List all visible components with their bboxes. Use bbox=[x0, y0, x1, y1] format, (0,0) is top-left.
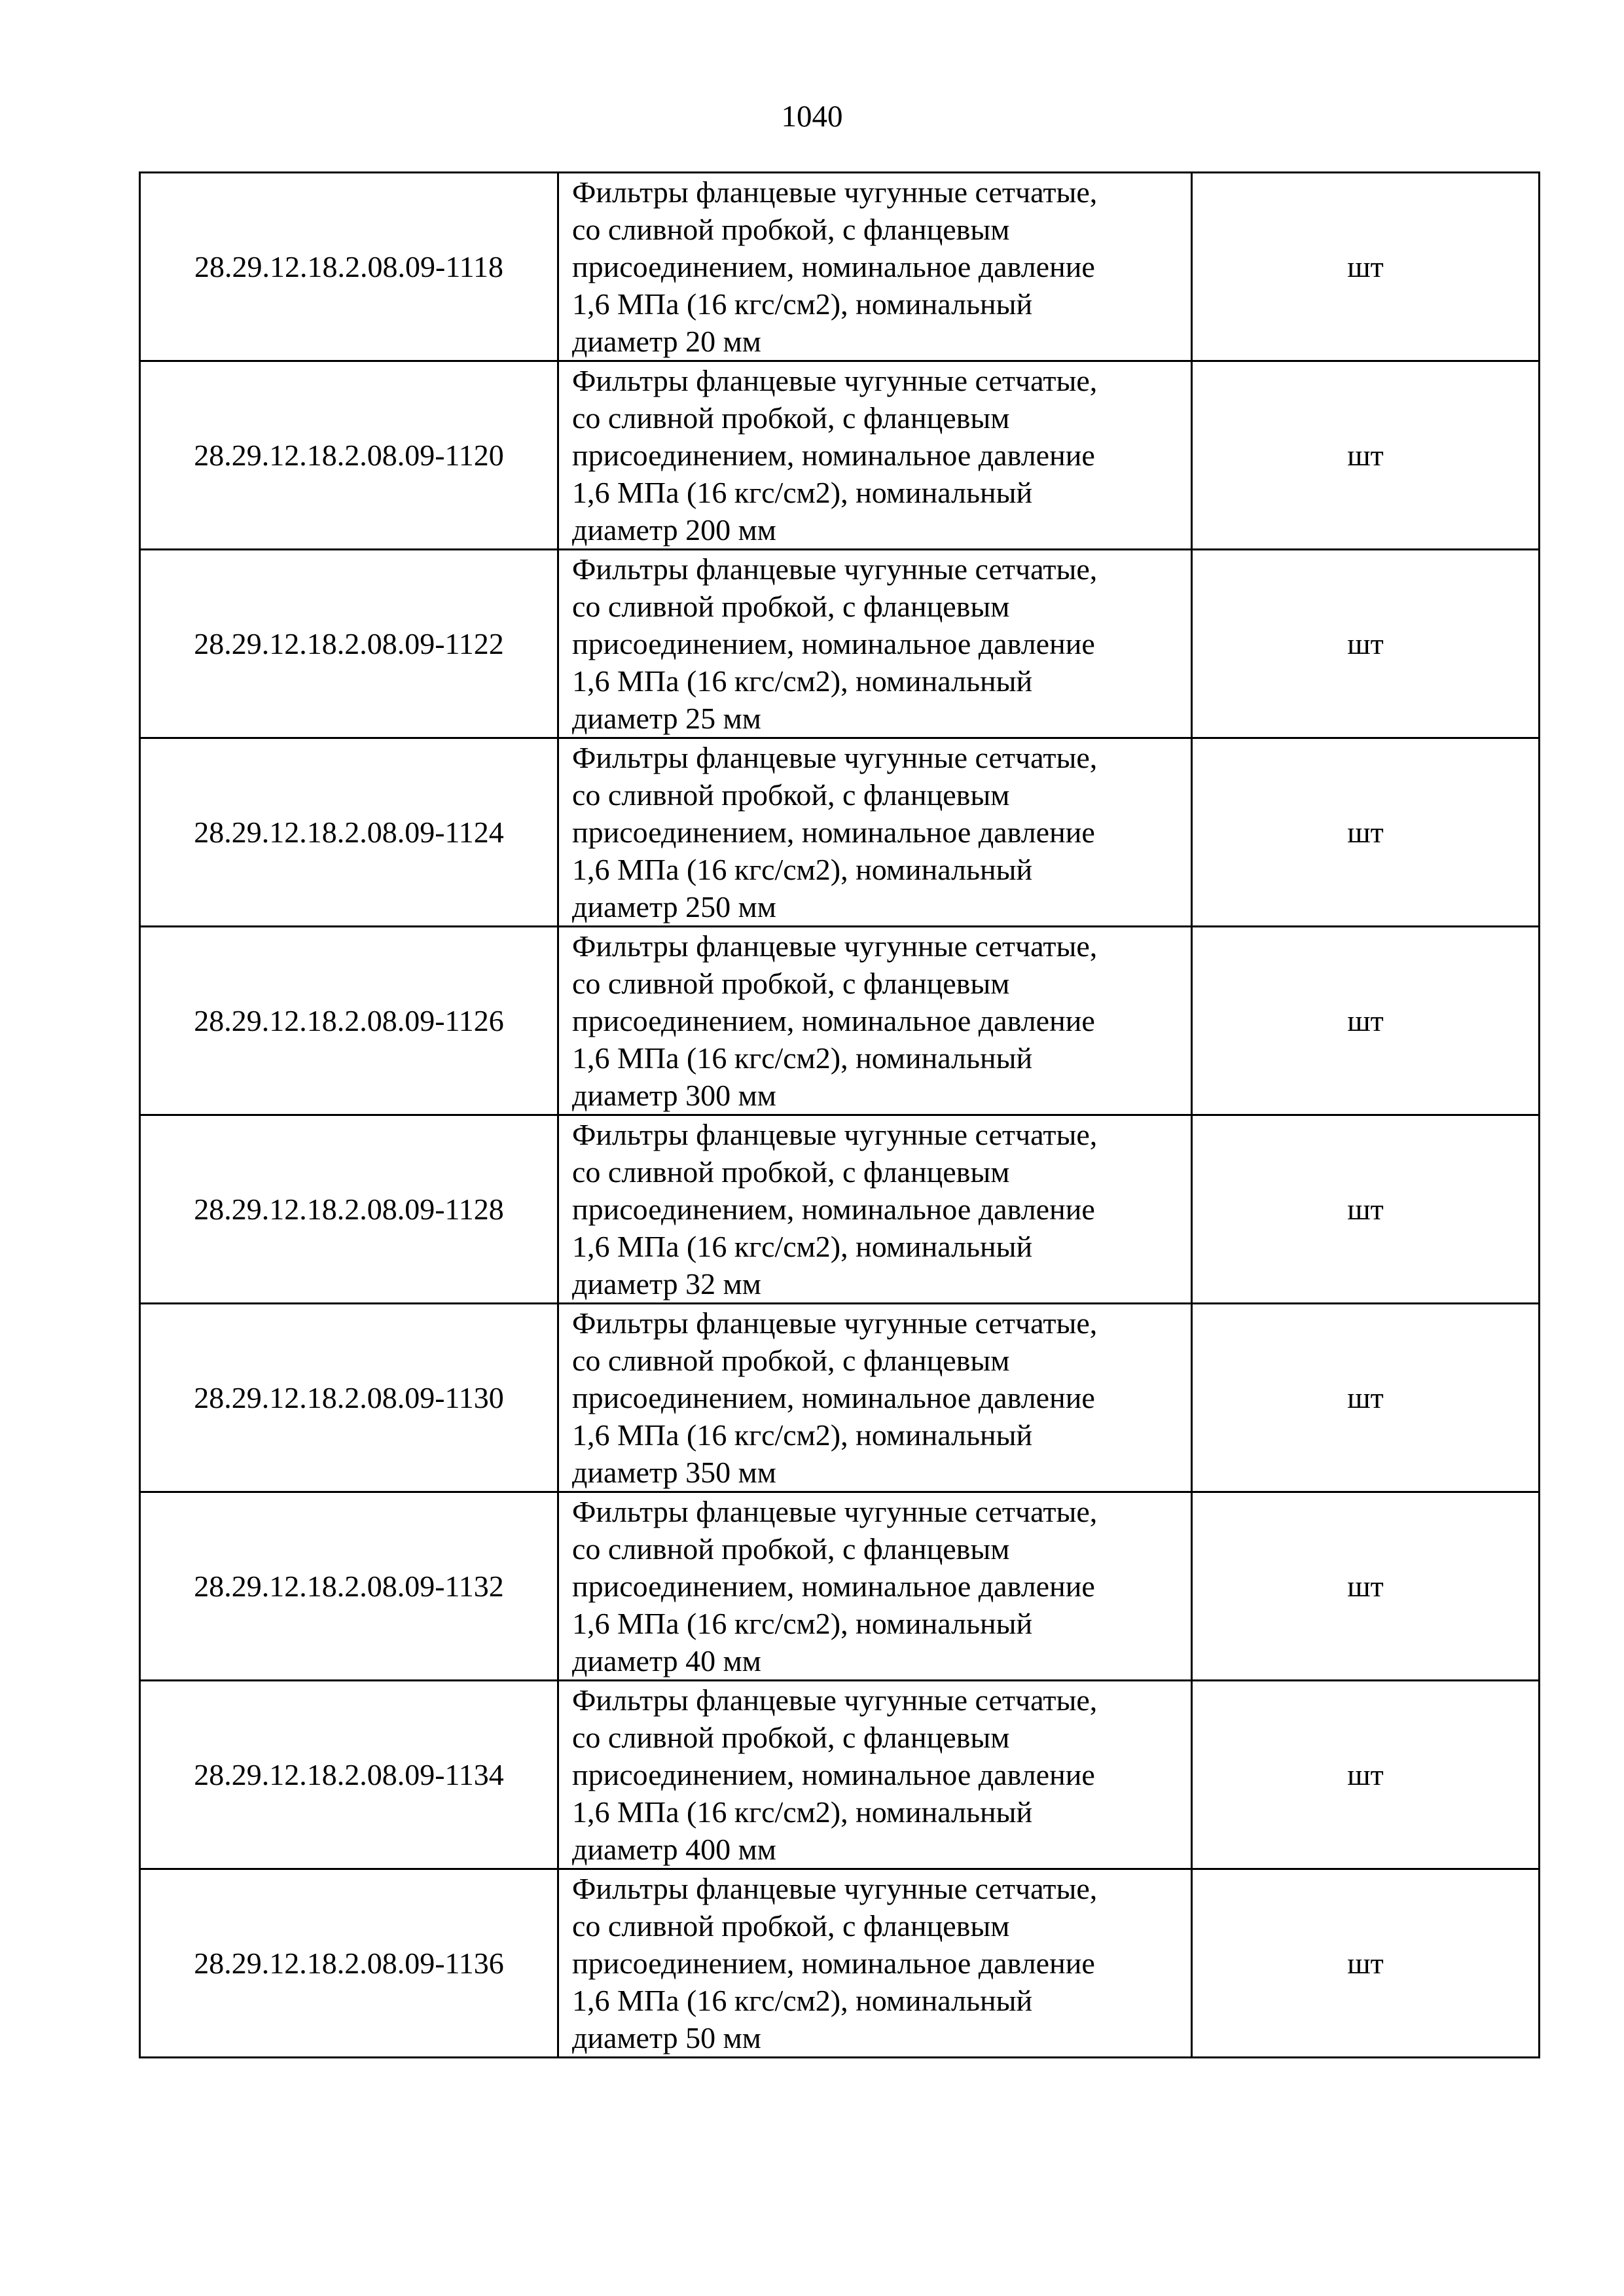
item-description: Фильтры фланцевые чугунные сетчатые, со сливной пробкой, с фланцевым присоединением, номинальное давление 1,6 МПа (16 кгс/см2), номинальный диаметр 40 мм bbox=[558, 1492, 1192, 1681]
item-unit: шт bbox=[1192, 1492, 1540, 1681]
table-row bbox=[140, 1869, 1540, 2058]
item-unit: шт bbox=[1192, 1304, 1540, 1492]
item-code: 28.29.12.18.2.08.09-1118 bbox=[140, 173, 558, 361]
item-description: Фильтры фланцевые чугунные сетчатые, со сливной пробкой, с фланцевым присоединением, номинальное давление 1,6 МПа (16 кгс/см2), номинальный диаметр 20 мм bbox=[558, 173, 1192, 361]
item-description: Фильтры фланцевые чугунные сетчатые, со сливной пробкой, с фланцевым присоединением, номинальное давление 1,6 МПа (16 кгс/см2), номинальный диаметр 50 мм bbox=[558, 1869, 1192, 2058]
item-description: Фильтры фланцевые чугунные сетчатые, со сливной пробкой, с фланцевым присоединением, номинальное давление 1,6 МПа (16 кгс/см2), номинальный диаметр 400 мм bbox=[558, 1681, 1192, 1869]
item-code: 28.29.12.18.2.08.09-1128 bbox=[140, 1115, 558, 1304]
item-unit: шт bbox=[1192, 361, 1540, 550]
item-unit: шт bbox=[1192, 927, 1540, 1115]
item-description: Фильтры фланцевые чугунные сетчатые, со сливной пробкой, с фланцевым присоединением, номинальное давление 1,6 МПа (16 кгс/см2), номинальный диаметр 32 мм bbox=[558, 1115, 1192, 1304]
item-unit: шт bbox=[1192, 1681, 1540, 1869]
item-code: 28.29.12.18.2.08.09-1120 bbox=[140, 361, 558, 550]
table-row bbox=[140, 738, 1540, 927]
item-description: Фильтры фланцевые чугунные сетчатые, со сливной пробкой, с фланцевым присоединением, номинальное давление 1,6 МПа (16 кгс/см2), номинальный диаметр 250 мм bbox=[558, 738, 1192, 927]
item-unit: шт bbox=[1192, 1115, 1540, 1304]
item-description: Фильтры фланцевые чугунные сетчатые, со сливной пробкой, с фланцевым присоединением, номинальное давление 1,6 МПа (16 кгс/см2), номинальный диаметр 300 мм bbox=[558, 927, 1192, 1115]
item-code: 28.29.12.18.2.08.09-1132 bbox=[140, 1492, 558, 1681]
item-code: 28.29.12.18.2.08.09-1126 bbox=[140, 927, 558, 1115]
item-code: 28.29.12.18.2.08.09-1130 bbox=[140, 1304, 558, 1492]
item-unit: шт bbox=[1192, 1869, 1540, 2058]
item-description: Фильтры фланцевые чугунные сетчатые, со сливной пробкой, с фланцевым присоединением, номинальное давление 1,6 МПа (16 кгс/см2), номинальный диаметр 200 мм bbox=[558, 361, 1192, 550]
table-row bbox=[140, 550, 1540, 738]
item-code: 28.29.12.18.2.08.09-1124 bbox=[140, 738, 558, 927]
price-table bbox=[139, 171, 1540, 2058]
item-code: 28.29.12.18.2.08.09-1136 bbox=[140, 1869, 558, 2058]
item-code: 28.29.12.18.2.08.09-1122 bbox=[140, 550, 558, 738]
table-row bbox=[140, 1304, 1540, 1492]
item-code: 28.29.12.18.2.08.09-1134 bbox=[140, 1681, 558, 1869]
table-row bbox=[140, 361, 1540, 550]
item-unit: шт bbox=[1192, 738, 1540, 927]
table-row bbox=[140, 1115, 1540, 1304]
page-number: 1040 bbox=[781, 99, 843, 134]
table-row bbox=[140, 1681, 1540, 1869]
item-unit: шт bbox=[1192, 173, 1540, 361]
price-table-body bbox=[140, 173, 1540, 2058]
table-row bbox=[140, 1492, 1540, 1681]
item-description: Фильтры фланцевые чугунные сетчатые, со сливной пробкой, с фланцевым присоединением, номинальное давление 1,6 МПа (16 кгс/см2), номинальный диаметр 25 мм bbox=[558, 550, 1192, 738]
table-row bbox=[140, 173, 1540, 361]
item-unit: шт bbox=[1192, 550, 1540, 738]
item-description: Фильтры фланцевые чугунные сетчатые, со сливной пробкой, с фланцевым присоединением, номинальное давление 1,6 МПа (16 кгс/см2), номинальный диаметр 350 мм bbox=[558, 1304, 1192, 1492]
table-row bbox=[140, 927, 1540, 1115]
